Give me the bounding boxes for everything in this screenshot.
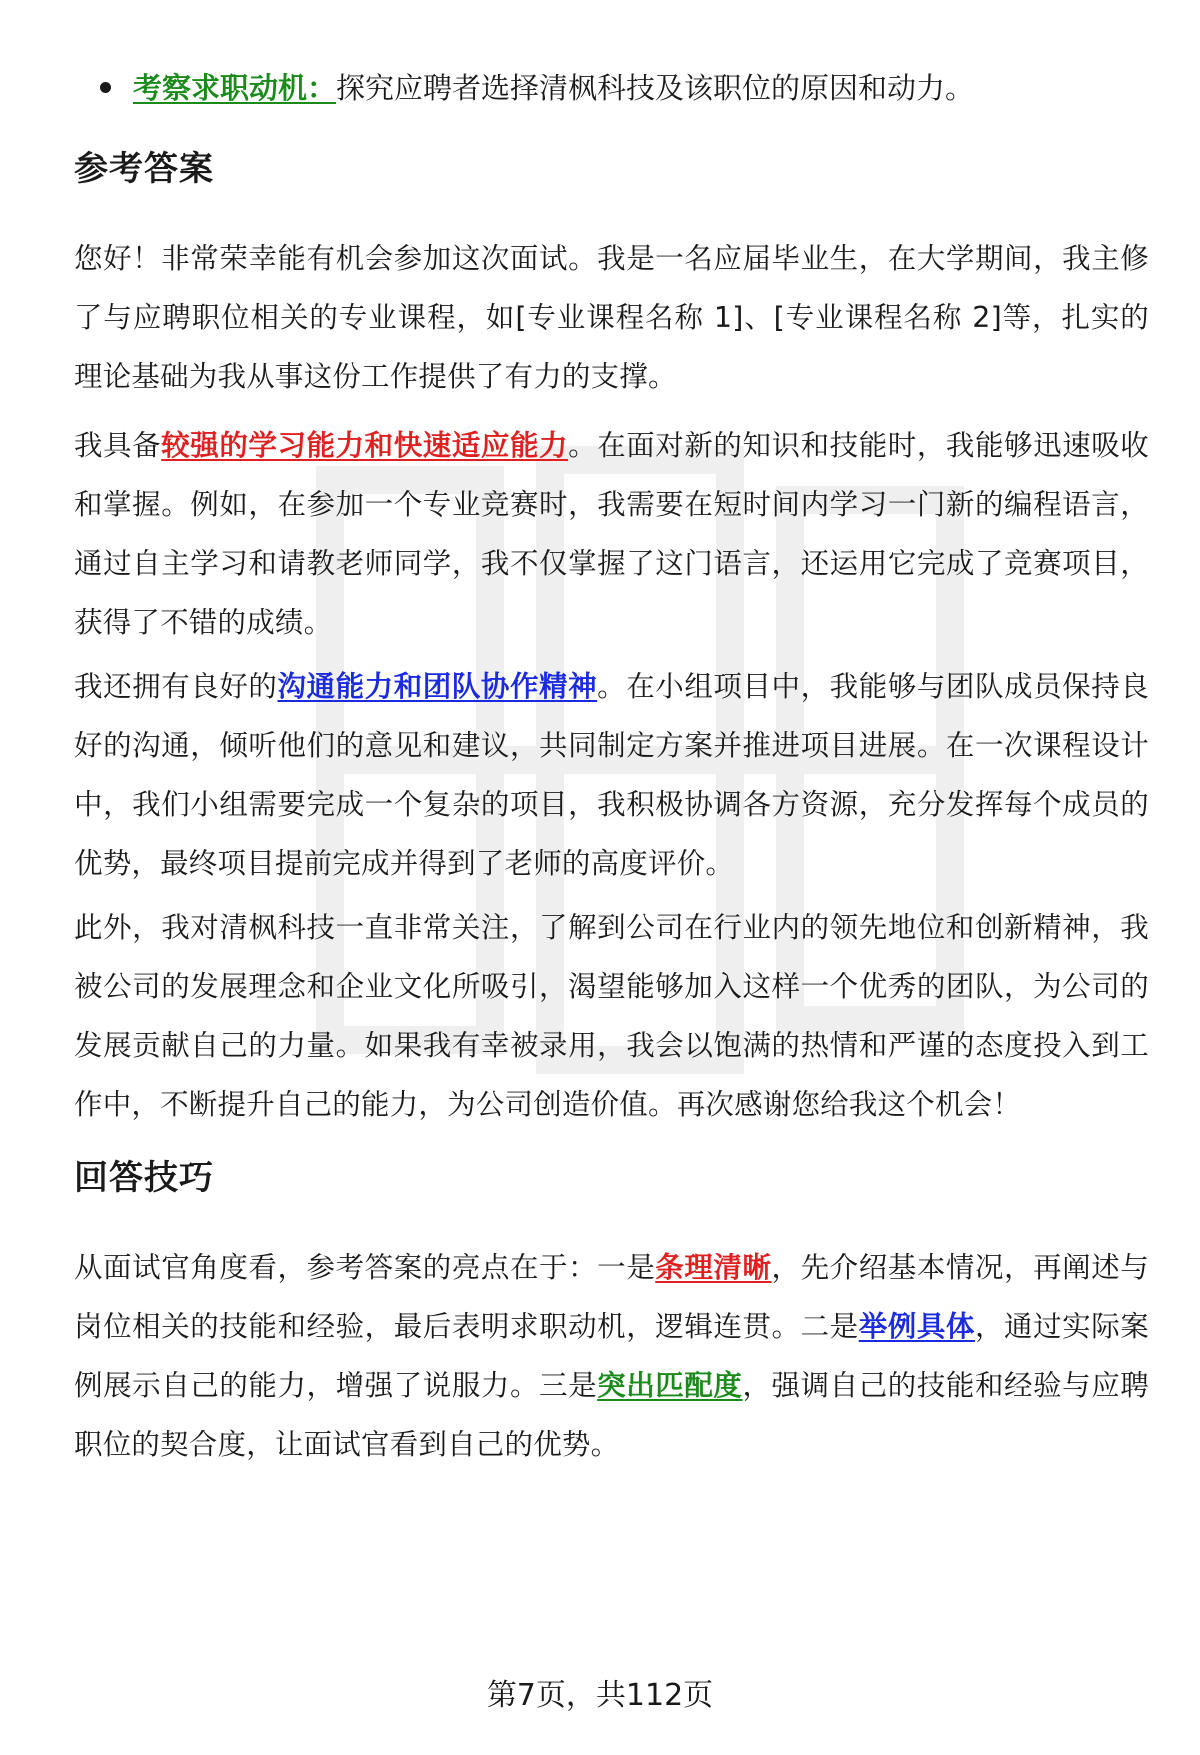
p5-highlight-2: 举例具体 [858,1310,975,1343]
p5-t4: ，强调自己的技能和经验与应聘职位的契合度，让面试官看到自己的优势。 [74,1369,1149,1461]
p5-highlight-1: 条理清晰 [655,1251,772,1284]
p3-before: 我还拥有良好的 [74,670,278,703]
p3-after: 。在小组项目中，我能够与团队成员保持良好的沟通，倾听他们的意见和建议，共同制定方案并推进项目进展。在一次课程设计中，我们小组需要完成一个复杂的项目，我积极协调各方资源，充分发挥每个成员的优势，最终项目提前完成并得到了老师的高度评价。 [74,670,1149,880]
section-title-answer-tips: 回答技巧 [74,1158,214,1198]
p5-t3: ，通过实际案例展示自己的能力，增强了说服力。三是 [74,1310,1150,1402]
paragraph-communication [74,657,1149,893]
bullet-label: 考察求职动机： [133,71,337,105]
section-title-reference-answer: 参考答案 [74,149,214,189]
paragraph-tips [74,1238,1149,1474]
p2-after: 。在面对新的知识和技能时，我能够迅速吸收和掌握。例如，在参加一个专业竞赛时，我需要在短时间内学习一门新的编程语言，通过自主学习和请教老师同学，我不仅掌握了这门语言，还运用它完成了竞赛项目，获得了不错的成绩。 [74,429,1149,639]
paragraph-motivation: 此外，我对清枫科技一直非常关注，了解到公司在行业内的领先地位和创新精神，我被公司的发展理念和企业文化所吸引，渴望能够加入这样一个优秀的团队，为公司的发展贡献自己的力量。如果我有幸被录用，我会以饱满的热情和严谨的态度投入到工作中，不断提升自己的能力，为公司创造价值。再次感谢您给我这个机会！ [74,911,1149,1121]
p2-highlight: 较强的学习能力和快速适应能力 [161,429,569,462]
p5-t2: ，先介绍基本情况，再阐述与岗位相关的技能和经验，最后表明求职动机，逻辑连贯。二是 [74,1251,1149,1343]
page-number: 第7页，共112页 [486,1678,714,1713]
bullet-item [74,64,1149,112]
paragraph-intro: 您好！非常荣幸能有机会参加这次面试。我是一名应届毕业生，在大学期间，我主修了与应聘职位相关的专业课程，如[专业课程名称 1]、[专业课程名称 2]等，扎实的理论基础为我从事这份工作提供了有力的支撑。 [74,242,1149,393]
p5-t1: 从面试官角度看，参考答案的亮点在于：一是 [74,1251,656,1284]
bullet-text: 探究应聘者选择清枫科技及该职位的原因和动力。 [336,71,975,105]
p3-highlight: 沟通能力和团队协作精神 [277,670,598,703]
paragraph-learning [74,416,1149,652]
p5-highlight-3: 突出匹配度 [597,1369,743,1402]
p2-before: 我具备 [74,429,162,462]
bullet-dot-icon [100,82,111,93]
